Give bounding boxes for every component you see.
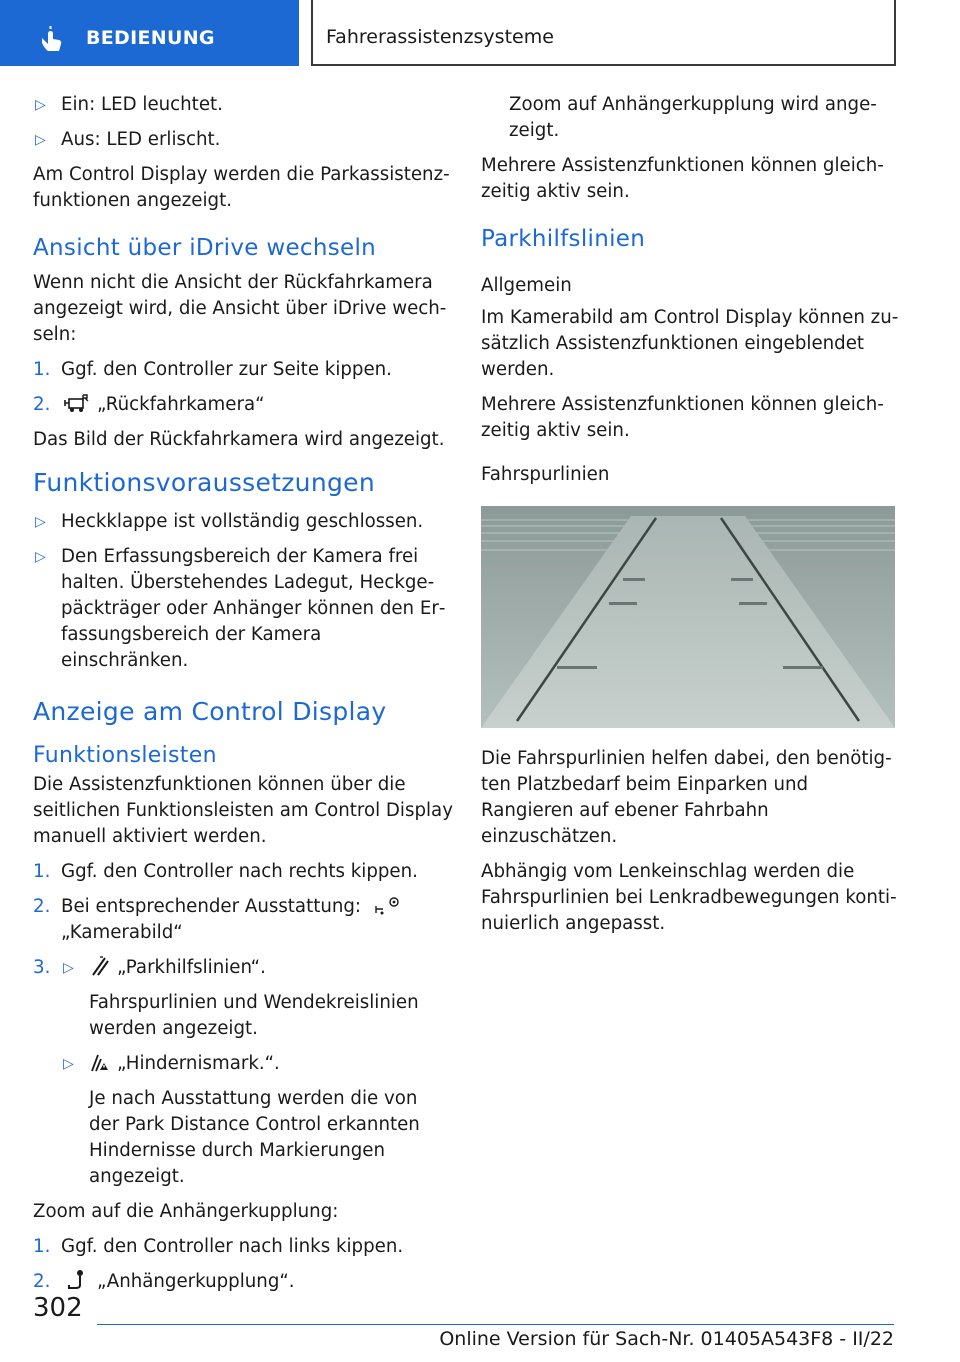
- step-number: 2.: [33, 394, 51, 415]
- paragraph: Wenn nicht die Ansicht der Rückfahrkamera angezeigt wird, die Ansicht über iDrive wechseln:: [33, 272, 447, 345]
- step-text: Ggf. den Controller nach rechts kippen.: [61, 861, 418, 882]
- bullet-marker: ▷: [35, 549, 46, 565]
- list-item-text: Den Erfassungsbereich der Kamera frei halten. Überstehendes Ladegut, Heckgepäckträger oder Anhänger können den Erfassungsbereich der Kamera einschränken.: [61, 546, 446, 671]
- sub-item-description: Fahrspurlinien und Wendekreislinien werden angezeigt.: [89, 992, 419, 1039]
- page-number: 302: [33, 1293, 83, 1323]
- footer-text: Online Version für Sach-Nr. 01405A543F8 - II/22: [439, 1328, 894, 1350]
- obstacle-marker-icon: [89, 1051, 111, 1073]
- paragraph: Die Fahrspurlinien helfen dabei, den benötigten Platzbedarf beim Einparken und Rangieren auf ebener Fahrbahn einzuschätzen.: [481, 748, 892, 847]
- right-column: [481, 92, 901, 946]
- step-number: 1.: [33, 1236, 51, 1257]
- parking-lines-icon: [89, 955, 111, 977]
- step-text: Ggf. den Controller zur Seite kippen.: [61, 359, 392, 380]
- hand-pointer-icon: [36, 24, 66, 54]
- list-item: [33, 127, 453, 153]
- list-item-text: Aus: LED erlischt.: [61, 129, 221, 150]
- chapter-title: Fahrerassistenzsysteme: [326, 26, 554, 48]
- step-number: 3.: [33, 957, 51, 978]
- left-column: [33, 92, 453, 1304]
- step-text: „Anhängerkupplung“.: [97, 1271, 295, 1292]
- subsection-heading: Funktionsleisten: [33, 743, 217, 768]
- list-item: [33, 92, 453, 118]
- paragraph: Das Bild der Rückfahrkamera wird angezeigt.: [33, 429, 445, 450]
- paragraph: Am Control Display werden die Parkassistenzfunktionen angezeigt.: [33, 164, 450, 211]
- section-label: BEDIENUNG: [86, 27, 215, 49]
- footer-divider: [97, 1324, 894, 1325]
- camera-settings-icon: [373, 894, 403, 916]
- step-text: Ggf. den Controller nach links kippen.: [61, 1236, 404, 1257]
- section-heading: Anzeige am Control Display: [33, 697, 387, 726]
- list-item: [33, 544, 453, 674]
- step-item: [33, 392, 453, 418]
- list-item-text: Ein: LED leuchtet.: [61, 94, 223, 115]
- step-number: 1.: [33, 861, 51, 882]
- step-text: „Kamerabild“: [61, 922, 183, 943]
- list-item-text: Heckklappe ist vollständig geschlossen.: [61, 511, 424, 532]
- bullet-marker: ▷: [35, 514, 46, 530]
- paragraph: Die Assistenzfunktionen können über die seitlichen Funktionsleisten am Control Display manuell aktiviert werden.: [33, 774, 453, 847]
- bullet-marker: ▷: [35, 132, 46, 148]
- step-item: [33, 1234, 453, 1260]
- paragraph: Mehrere Assistenzfunktionen können gleichzeitig aktiv sein.: [481, 155, 884, 202]
- sub-item-title: „Parkhilfslinien“.: [117, 957, 266, 978]
- section-heading: Parkhilfslinien: [481, 226, 646, 252]
- section-tab[interactable]: [0, 0, 299, 66]
- step-number: 2.: [33, 896, 51, 917]
- step-text: Bei entsprechender Ausstattung:: [61, 896, 362, 917]
- bullet-marker: ▷: [63, 1056, 74, 1072]
- list-item: [33, 509, 453, 535]
- sub-item-title: „Hindernismark.“.: [117, 1053, 280, 1074]
- section-heading: Ansicht über iDrive wechseln: [33, 235, 377, 261]
- step-number: 1.: [33, 359, 51, 380]
- subsection-heading: Allgemein: [481, 275, 572, 296]
- section-heading: Funktionsvoraussetzungen: [33, 468, 375, 497]
- bullet-marker: ▷: [63, 960, 74, 976]
- paragraph: Im Kamerabild am Control Display können zusätzlich Assistenzfunktionen eingeblendet werden.: [481, 307, 899, 380]
- trailer-hitch-icon: [61, 1269, 91, 1291]
- lane-lines-illustration: [481, 506, 895, 728]
- step-number: 2.: [33, 1271, 51, 1292]
- step-item: [33, 859, 453, 885]
- step-item: [33, 955, 453, 1190]
- paragraph: Mehrere Assistenzfunktionen können gleichzeitig aktiv sein.: [481, 394, 884, 441]
- bullet-marker: ▷: [35, 97, 46, 113]
- chapter-header: [311, 0, 896, 66]
- step-item: [33, 894, 453, 946]
- step-item: [33, 357, 453, 383]
- subsection-heading: Fahrspurlinien: [481, 464, 610, 485]
- paragraph: Abhängig vom Lenkeinschlag werden die Fahrspurlinien bei Lenkradbewegungen kontinuierlich angepasst.: [481, 861, 897, 934]
- step-item: [33, 1269, 453, 1295]
- paragraph: Zoom auf die Anhängerkupplung:: [33, 1201, 339, 1222]
- paragraph: Zoom auf Anhängerkupplung wird angezeigt.: [509, 94, 877, 141]
- rear-camera-icon: [61, 392, 91, 414]
- sub-item-description: Je nach Ausstattung werden die von der Park Distance Control erkannten Hindernisse durch Markierungen angezeigt.: [89, 1088, 420, 1187]
- step-text: „Rückfahrkamera“: [97, 394, 265, 415]
- sub-item: [61, 955, 453, 1042]
- sub-item: [61, 1051, 453, 1190]
